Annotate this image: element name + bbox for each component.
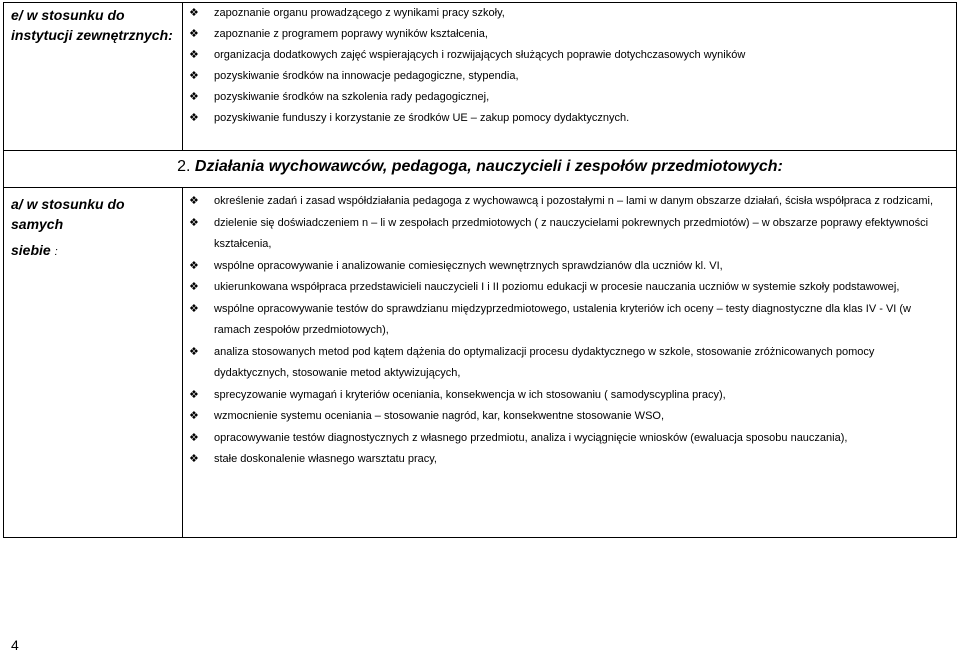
list-item: ❖ stałe doskonalenie własnego warsztatu pracy, — [183, 449, 950, 471]
row-label-line-1: a/ w stosunku do samych — [11, 196, 125, 232]
diamond-bullet-icon: ❖ — [189, 216, 199, 229]
bullet-list — [183, 3, 956, 129]
content-cell — [183, 188, 957, 538]
list-item: ❖ analiza stosowanych metod pod kątem dążenia do optymalizacji procesu dydaktycznego w szkole, stosowanie zróżnicowanych pomocy dydaktycznych, stosowanie metod aktywizujących, — [183, 342, 950, 385]
diamond-bullet-icon: ❖ — [189, 28, 199, 40]
list-item: ❖ zapoznanie z programem poprawy wyników kształcenia, — [183, 24, 950, 45]
list-item: ❖ pozyskiwanie funduszy i korzystanie ze środków UE – zakup pomocy dydaktycznych. — [183, 108, 950, 129]
list-item: ❖ wspólne opracowywanie testów do sprawdzianu międzyprzedmiotowego, ustalenia kryteriów ich oceny – testy diagnostyczne dla klas IV - VI (w ramach zespołów przedmiotowych), — [183, 299, 950, 342]
list-item: ❖ dzielenie się doświadczeniem n – li w zespołach przedmiotowych ( z nauczycielami pokrewnych przedmiotów) – w obszarze poprawy efektywności kształcenia, — [183, 213, 950, 256]
list-item: ❖ ukierunkowana współpraca przedstawicieli nauczycieli I i II poziomu edukacji w procesie nauczania uczniów w systemie szkoły podstawowej, — [183, 277, 950, 299]
list-item: ❖ organizacja dodatkowych zajęć wspierających i rozwijających służących poprawie dotychczasowych wyników — [183, 45, 950, 66]
diamond-bullet-icon: ❖ — [189, 431, 199, 444]
diamond-bullet-icon: ❖ — [189, 410, 199, 422]
section-heading — [4, 151, 956, 177]
diamond-bullet-icon: ❖ — [189, 302, 199, 315]
row-self — [4, 188, 957, 538]
list-item: ❖ pozyskiwanie środków na innowacje pedagogiczne, stypendia, — [183, 66, 950, 87]
document-table — [3, 2, 957, 538]
diamond-bullet-icon: ❖ — [189, 259, 199, 272]
diamond-bullet-icon: ❖ — [189, 49, 199, 61]
list-item: ❖ wspólne opracowywanie i analizowanie comiesięcznych wewnętrznych sprawdzianów dla uczniów kl. VI, — [183, 256, 950, 278]
diamond-bullet-icon: ❖ — [189, 112, 199, 124]
diamond-bullet-icon: ❖ — [189, 453, 199, 465]
diamond-bullet-icon: ❖ — [189, 195, 199, 207]
row-external-institutions — [4, 3, 957, 151]
list-item: ❖ pozyskiwanie środków na szkolenia rady pedagogicznej, — [183, 87, 950, 108]
row-label-line-2: siebie : — [11, 242, 58, 258]
label-cell — [4, 188, 183, 538]
diamond-bullet-icon: ❖ — [189, 91, 199, 103]
list-item: ❖ zapoznanie organu prowadzącego z wynikami pracy szkoły, — [183, 3, 950, 24]
section-number: 2. — [177, 158, 191, 175]
page-number: 4 — [11, 637, 19, 653]
list-item: ❖ sprecyzowanie wymagań i kryteriów oceniania, konsekwencja w ich stosowaniu ( samodyscyplina pracy), — [183, 385, 950, 407]
diamond-bullet-icon: ❖ — [189, 281, 199, 293]
content-cell — [183, 3, 957, 151]
diamond-bullet-icon: ❖ — [189, 70, 199, 82]
bullet-list — [183, 188, 956, 471]
list-item: ❖ określenie zadań i zasad współdziałania pedagoga z wychowawcą i pozostałymi n – lami w danym obszarze działań, ścisła współpraca z rodzicami, — [183, 191, 950, 213]
section-title: Działania wychowawców, pedagoga, nauczycieli i zespołów przedmiotowych: — [194, 158, 783, 175]
heading-cell — [4, 151, 957, 188]
list-item: ❖ opracowywanie testów diagnostycznych z własnego przedmiotu, analiza i wyciągnięcie wniosków (ewaluacja sposobu nauczania), — [183, 428, 950, 450]
row-label: e/ w stosunku do instytucji zewnętrznych: — [11, 7, 173, 43]
row-label — [4, 188, 182, 260]
label-cell — [4, 3, 183, 151]
list-item: ❖ wzmocnienie systemu oceniania – stosowanie nagród, kar, konsekwentne stosowanie WSO, — [183, 406, 950, 428]
diamond-bullet-icon: ❖ — [189, 345, 199, 358]
row-section-heading — [4, 151, 957, 188]
diamond-bullet-icon: ❖ — [189, 388, 199, 401]
diamond-bullet-icon: ❖ — [189, 7, 199, 19]
